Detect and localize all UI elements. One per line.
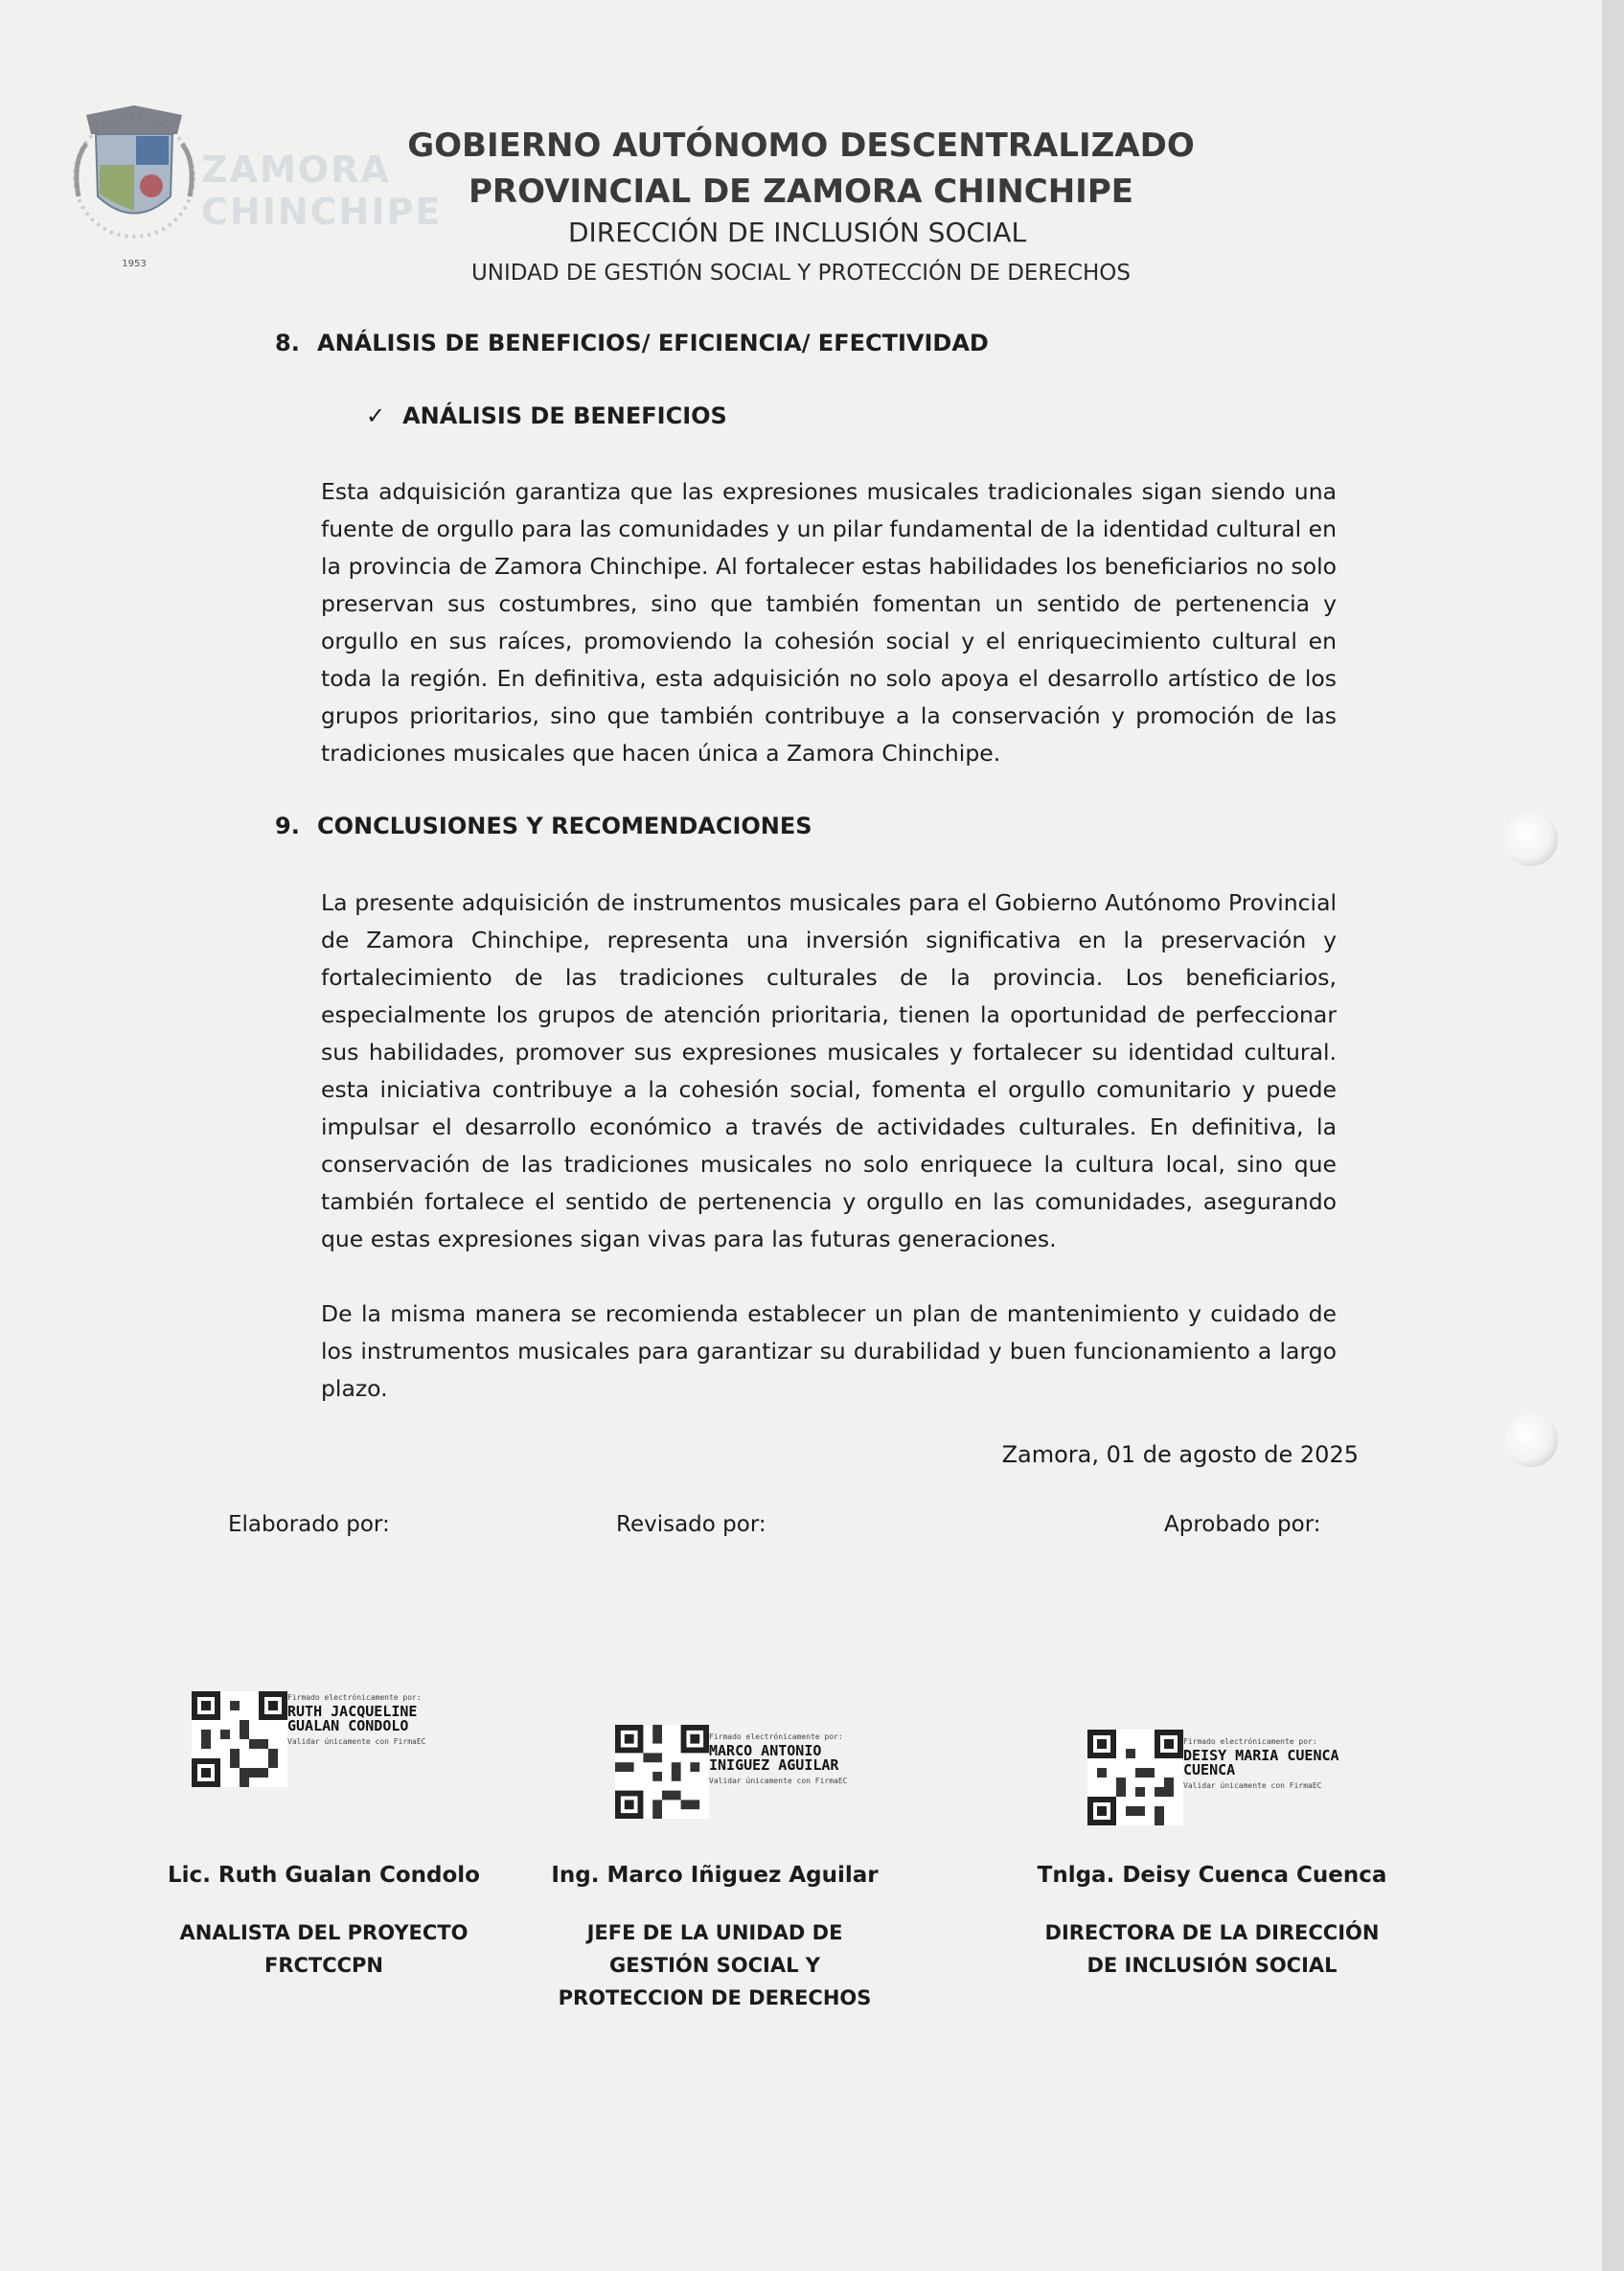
page-edge <box>1602 0 1624 2271</box>
section-9-heading <box>275 813 812 839</box>
header-line1: GOBIERNO AUTÓNOMO DESCENTRALIZADO <box>407 126 1195 165</box>
qr-3-footer: Validar únicamente con FirmaEC <box>1183 1781 1322 1790</box>
qr-1-footer: Validar únicamente con FirmaEC <box>287 1737 426 1746</box>
qr-3-name-line1: DEISY MARIA CUENCA <box>1183 1747 1339 1764</box>
section-8-title: ANÁLISIS DE BENEFICIOS/ EFICIENCIA/ EFECTIVIDAD <box>317 330 989 356</box>
revisado-label: Revisado por: <box>616 1512 766 1537</box>
qr-code-icon <box>1087 1730 1183 1825</box>
elaborado-label: Elaborado por: <box>228 1512 390 1537</box>
signer-1-name: Lic. Ruth Gualan Condolo <box>168 1863 480 1888</box>
signer-2-role-line2: GESTIÓN SOCIAL Y <box>609 1954 820 1977</box>
qr-1-name-line1: RUTH JACQUELINE <box>287 1703 418 1720</box>
signer-3-role-line1: DIRECTORA DE LA DIRECCIÓN <box>1044 1921 1380 1944</box>
checkmark-icon: ✓ <box>366 402 386 429</box>
document-date: Zamora, 01 de agosto de 2025 <box>1001 1441 1359 1468</box>
signer-3-role-line2: DE INCLUSIÓN SOCIAL <box>1086 1954 1338 1977</box>
signer-2-name: Ing. Marco Iñiguez Aguilar <box>551 1863 879 1888</box>
signer-1-role-line2: FRCTCCPN <box>263 1954 384 1977</box>
section-8-subheading <box>366 402 727 429</box>
logo-year: 1953 <box>122 259 147 269</box>
aprobado-label: Aprobado por: <box>1164 1512 1321 1537</box>
section-9-number: 9. <box>275 813 300 839</box>
qr-code-icon <box>192 1691 287 1787</box>
section-9-paragraph-2: De la misma manera se recomienda establecer un plan de mantenimiento y cuidado de los instrumentos musicales para garantizar su durabilidad y buen funcionamiento a largo plazo. <box>321 1300 1337 1402</box>
section-8-paragraph: Esta adquisición garantiza que las expresiones musicales tradicionales sigan siendo una fuente de orgullo para las comunidades y un pilar fundamental de la identidad cultural en la provincia de Zamora Chinchipe. Al fortalecer estas habilidades los beneficiarios no solo preservan sus costumbres, sino que también fomentan un sentido de pertenencia y orgullo en sus raíces, promoviendo la cohesión social y el enriquecimiento cultural en toda la región. En definitiva, esta adquisición no solo apoya el desarrollo artístico de los grupos prioritarios, sino que también contribuye a la conservación y promoción de las tradiciones musicales que hacen única a Zamora Chinchipe. <box>321 478 1337 767</box>
signer-2 <box>533 1863 897 2014</box>
header-line2: PROVINCIAL DE ZAMORA CHINCHIPE <box>469 172 1133 211</box>
signer-3-name: Tnlga. Deisy Cuenca Cuenca <box>1037 1863 1387 1888</box>
section-8-subtitle: ANÁLISIS DE BENEFICIOS <box>402 402 727 429</box>
signer-3-role <box>1030 1916 1394 1982</box>
qr-code-icon <box>615 1725 709 1819</box>
qr-3-header: Firmado electrónicamente por: <box>1183 1737 1317 1746</box>
section-8-number: 8. <box>275 330 300 356</box>
qr-3-name-line2: CUENCA <box>1183 1761 1236 1778</box>
logo-watermark-line2: CHINCHIPE <box>201 191 443 233</box>
signer-1-role-line1: ANALISTA DEL PROYECTO <box>179 1921 469 1944</box>
header-line4: UNIDAD DE GESTIÓN SOCIAL Y PROTECCIÓN DE DERECHOS <box>470 261 1132 286</box>
signer-1 <box>142 1863 506 1982</box>
section-8-heading <box>275 330 989 356</box>
signer-2-role-line3: PROTECCION DE DERECHOS <box>558 1986 872 2009</box>
section-9-title: CONCLUSIONES Y RECOMENDACIONES <box>317 813 812 839</box>
qr-1-header: Firmado electrónicamente por: <box>287 1693 422 1702</box>
qr-1-name-line2: GUALAN CONDOLO <box>287 1717 409 1734</box>
header-line3: DIRECCIÓN DE INCLUSIÓN SOCIAL <box>567 217 1027 248</box>
punch-hole-top <box>1504 813 1558 866</box>
signer-3 <box>1030 1863 1394 1982</box>
signer-2-role-line1: JEFE DE LA UNIDAD DE <box>586 1921 843 1944</box>
qr-2-header: Firmado electrónicamente por: <box>709 1732 843 1741</box>
punch-hole-bottom <box>1504 1413 1558 1467</box>
signer-2-role <box>533 1916 897 2014</box>
signer-1-role <box>142 1916 506 1982</box>
section-9-paragraph-1: La presente adquisición de instrumentos musicales para el Gobierno Autónomo Provincial de Zamora Chinchipe, representa una inversión significativa en la preservación y fortalecimiento de las tradiciones culturales de la provincia. Los beneficiarios, especialmente los grupos de atención prioritaria, tienen la oportunidad de perfeccionar sus habilidades, promover sus expresiones musicales y fortalecer su identidad cultural. esta iniciativa contribuye a la cohesión social, fomenta el orgullo comunitario y puede impulsar el desarrollo económico a través de actividades culturales. En definitiva, la conservación de las tradiciones musicales no solo enriquece la cultura local, sino que también fortalece el sentido de pertenencia y orgullo en las comunidades, asegurando que estas expresiones sigan vivas para las futuras generaciones. <box>321 889 1337 1252</box>
logo-watermark-line1: ZAMORA <box>201 149 391 191</box>
qr-2-name-line1: MARCO ANTONIO <box>709 1742 822 1759</box>
qr-2-footer: Validar únicamente con FirmaEC <box>709 1777 848 1785</box>
qr-2-name-line2: INIGUEZ AGUILAR <box>709 1756 839 1774</box>
